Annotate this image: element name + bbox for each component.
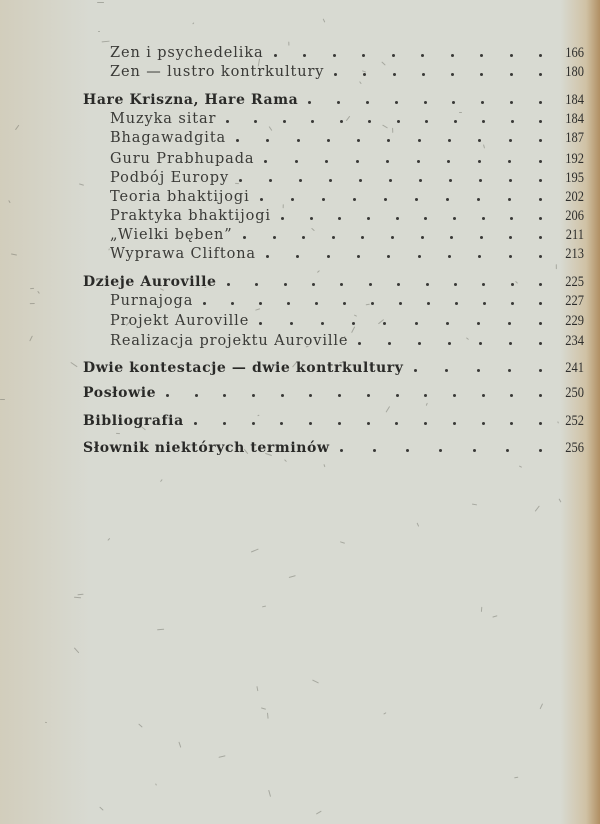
leader-dot	[363, 73, 366, 76]
leader-dot	[397, 283, 400, 286]
paper-fiber	[322, 18, 325, 22]
paper-fiber	[557, 421, 559, 423]
leader-dot	[303, 54, 306, 57]
leader-dot	[252, 422, 255, 425]
leader-dot	[439, 449, 442, 452]
paper-fiber	[289, 575, 296, 578]
leader-dot	[450, 236, 453, 239]
leader-dot	[371, 302, 374, 305]
leader-dot	[510, 54, 513, 57]
page-number: 187	[565, 130, 584, 146]
leader-dot	[480, 54, 483, 57]
paper-fiber	[219, 756, 226, 759]
leader-dot	[418, 342, 421, 345]
leader-dot	[387, 255, 390, 258]
leader-dot	[421, 236, 424, 239]
leader-dot	[539, 139, 542, 142]
paper-fiber	[30, 303, 35, 304]
leader-dot	[309, 422, 312, 425]
leader-dot	[422, 73, 425, 76]
leader-dot	[451, 73, 454, 76]
entry-title: Projekt Auroville	[110, 313, 250, 329]
leader-dot	[269, 179, 272, 182]
leader-dot	[399, 302, 402, 305]
leader-dot	[195, 394, 198, 397]
leader-dot	[166, 394, 169, 397]
leader-dot	[478, 255, 481, 258]
leader-dot	[353, 198, 356, 201]
leader-dot	[539, 179, 542, 182]
page-number: 166	[565, 45, 584, 61]
leader-dot	[477, 322, 480, 325]
paper-fiber	[107, 538, 110, 541]
leader-dot	[281, 394, 284, 397]
leader-dot	[511, 120, 514, 123]
leader-dot	[510, 217, 513, 220]
leader-dot	[448, 139, 451, 142]
paper-fiber	[535, 505, 540, 511]
toc-subsection-entry	[0, 310, 600, 332]
leader-dot	[368, 120, 371, 123]
entry-title: Wyprawa Cliftona	[110, 246, 256, 262]
leader-dot	[281, 217, 284, 220]
leader-dot	[357, 139, 360, 142]
paper-fiber	[78, 593, 84, 595]
leader-dot	[310, 217, 313, 220]
dot-leader	[194, 410, 542, 432]
leader-dot	[280, 422, 283, 425]
leader-dot	[397, 120, 400, 123]
entry-title: Bibliografia	[83, 413, 184, 429]
leader-dot	[478, 160, 481, 163]
leader-dot	[479, 179, 482, 182]
leader-dot	[473, 449, 476, 452]
leader-dot	[273, 236, 276, 239]
entry-title: „Wielki bęben”	[110, 227, 233, 243]
leader-dot	[539, 120, 542, 123]
entry-title: Dzieje Auroville	[83, 274, 217, 290]
entry-title: Praktyka bhaktijogi	[110, 208, 271, 224]
leader-dot	[539, 101, 542, 104]
page-number: 202	[565, 189, 584, 205]
leader-dot	[539, 255, 542, 258]
leader-dot	[477, 369, 480, 372]
paper-fiber	[539, 703, 543, 709]
leader-dot	[445, 369, 448, 372]
entry-title: Słownik niektórych terminów	[83, 440, 330, 456]
paper-fiber	[459, 112, 462, 113]
entry-title: Zen i psychedelika	[110, 45, 264, 61]
leader-dot	[449, 179, 452, 182]
leader-dot	[480, 236, 483, 239]
paper-fiber	[179, 742, 182, 748]
leader-dot	[539, 342, 542, 345]
dot-leader	[358, 330, 542, 352]
leader-dot	[227, 283, 230, 286]
leader-dot	[333, 54, 336, 57]
leader-dot	[361, 236, 364, 239]
leader-dot	[367, 217, 370, 220]
leader-dot	[396, 394, 399, 397]
leader-dot	[340, 449, 343, 452]
entry-title: Realizacja projektu Auroville	[110, 333, 349, 349]
page-number: 211	[565, 227, 584, 243]
leader-dot	[539, 322, 542, 325]
leader-dot	[369, 283, 372, 286]
leader-dot	[539, 302, 542, 305]
leader-dot	[414, 369, 417, 372]
leader-dot	[254, 120, 257, 123]
dot-leader	[166, 382, 542, 404]
leader-dot	[425, 120, 428, 123]
leader-dot	[415, 322, 418, 325]
leader-dot	[367, 394, 370, 397]
leader-dot	[315, 302, 318, 305]
leader-dot	[418, 139, 421, 142]
leader-dot	[510, 394, 513, 397]
dot-leader	[414, 357, 542, 379]
leader-dot	[287, 302, 290, 305]
paper-fiber	[340, 541, 345, 543]
leader-dot	[510, 73, 513, 76]
leader-dot	[539, 236, 542, 239]
page-number: 180	[565, 64, 584, 80]
entry-title: Hare Kriszna, Hare Rama	[83, 92, 299, 108]
leader-dot	[264, 160, 267, 163]
paper-fiber	[323, 464, 325, 467]
leader-dot	[424, 422, 427, 425]
leader-dot	[243, 236, 246, 239]
leader-dot	[539, 198, 542, 201]
leader-dot	[352, 322, 355, 325]
leader-dot	[297, 139, 300, 142]
paper-fiber	[558, 498, 561, 502]
leader-dot	[446, 198, 449, 201]
paper-fiber	[192, 22, 194, 24]
paper-fiber	[284, 459, 287, 462]
leader-dot	[415, 198, 418, 201]
leader-dot	[477, 198, 480, 201]
leader-dot	[239, 179, 242, 182]
leader-dot	[427, 302, 430, 305]
leader-dot	[510, 422, 513, 425]
leader-dot	[509, 139, 512, 142]
leader-dot	[511, 283, 514, 286]
toc-subsection-entry	[0, 330, 600, 352]
toc-subsection-entry	[0, 290, 600, 312]
paper-fiber	[425, 402, 427, 405]
leader-dot	[478, 139, 481, 142]
paper-fiber	[556, 265, 557, 270]
leader-dot	[226, 120, 229, 123]
paper-fiber	[514, 777, 518, 779]
paper-fiber	[316, 810, 321, 814]
page-number: 195	[565, 170, 584, 186]
paper-fiber	[262, 605, 266, 607]
leader-dot	[508, 369, 511, 372]
dot-leader	[236, 127, 542, 149]
page-number: 234	[565, 333, 584, 349]
leader-dot	[311, 120, 314, 123]
leader-dot	[395, 422, 398, 425]
leader-dot	[454, 120, 457, 123]
leader-dot	[255, 283, 258, 286]
leader-dot	[325, 160, 328, 163]
leader-dot	[386, 160, 389, 163]
leader-dot	[356, 160, 359, 163]
leader-dot	[482, 120, 485, 123]
leader-dot	[508, 198, 511, 201]
entry-title: Podbój Europy	[110, 170, 230, 186]
leader-dot	[406, 449, 409, 452]
leader-dot	[329, 179, 332, 182]
leader-dot	[509, 342, 512, 345]
leader-dot	[334, 73, 337, 76]
leader-dot	[453, 394, 456, 397]
leader-dot	[296, 255, 299, 258]
leader-dot	[194, 422, 197, 425]
leader-dot	[295, 160, 298, 163]
page-number: 192	[565, 151, 584, 167]
leader-dot	[327, 139, 330, 142]
leader-dot	[417, 160, 420, 163]
leader-dot	[327, 255, 330, 258]
leader-dot	[508, 322, 511, 325]
paper-fiber	[416, 523, 418, 527]
leader-dot	[260, 198, 263, 201]
paper-fiber	[99, 807, 103, 811]
leader-dot	[283, 120, 286, 123]
leader-dot	[455, 302, 458, 305]
leader-dot	[359, 179, 362, 182]
paper-fiber	[472, 503, 477, 505]
entry-title: Bhagawadgita	[110, 130, 227, 146]
leader-dot	[508, 160, 511, 163]
entry-title: Guru Prabhupada	[110, 151, 255, 167]
leader-dot	[452, 101, 455, 104]
paper-fiber	[267, 713, 269, 719]
paper-fiber	[98, 31, 101, 32]
leader-dot	[203, 302, 206, 305]
leader-dot	[482, 394, 485, 397]
paper-fiber	[155, 784, 157, 786]
leader-dot	[388, 342, 391, 345]
leader-dot	[479, 342, 482, 345]
leader-dot	[446, 322, 449, 325]
leader-dot	[373, 449, 376, 452]
leader-dot	[266, 255, 269, 258]
leader-dot	[448, 255, 451, 258]
leader-dot	[451, 54, 454, 57]
toc-subsection-entry	[0, 127, 600, 149]
page-number: 229	[565, 313, 584, 329]
leader-dot	[284, 283, 287, 286]
leader-dot	[481, 101, 484, 104]
paper-fiber	[481, 607, 482, 612]
leader-dot	[509, 236, 512, 239]
leader-dot	[340, 120, 343, 123]
leader-dot	[421, 54, 424, 57]
leader-dot	[395, 101, 398, 104]
paper-fiber	[97, 2, 104, 3]
leader-dot	[539, 217, 542, 220]
leader-dot	[259, 322, 262, 325]
leader-dot	[362, 54, 365, 57]
entry-title: Purnajoga	[110, 293, 194, 309]
toc-subsection-entry	[0, 243, 600, 265]
leader-dot	[483, 302, 486, 305]
entry-title: Muzyka sitar	[110, 111, 217, 127]
leader-dot	[539, 422, 542, 425]
page-number: 184	[565, 92, 584, 108]
leader-dot	[539, 54, 542, 57]
paper-fiber	[74, 597, 81, 599]
leader-dot	[274, 54, 277, 57]
leader-dot	[392, 54, 395, 57]
dot-leader	[203, 290, 542, 312]
page-number: 206	[565, 208, 584, 224]
leader-dot	[509, 179, 512, 182]
leader-dot	[259, 302, 262, 305]
leader-dot	[223, 422, 226, 425]
paper-fiber	[288, 41, 289, 45]
paper-fiber	[268, 790, 271, 797]
leader-dot	[510, 101, 513, 104]
entry-title: Posłowie	[83, 385, 157, 401]
leader-dot	[299, 179, 302, 182]
toc-chapter-entry	[0, 357, 600, 379]
leader-dot	[338, 217, 341, 220]
leader-dot	[539, 449, 542, 452]
leader-dot	[482, 283, 485, 286]
leader-dot	[424, 101, 427, 104]
paper-fiber	[256, 686, 258, 691]
leader-dot	[539, 160, 542, 163]
leader-dot	[266, 139, 269, 142]
leader-dot	[506, 449, 509, 452]
page-number: 213	[565, 246, 584, 262]
paper-fiber	[383, 712, 386, 715]
page-number: 227	[565, 293, 584, 309]
paper-fiber	[261, 708, 266, 710]
paper-fiber	[392, 127, 393, 132]
toc-chapter-entry	[0, 410, 600, 432]
leader-dot	[387, 139, 390, 142]
toc-chapter-entry	[0, 437, 600, 459]
page-number: 225	[565, 274, 584, 290]
leader-dot	[308, 101, 311, 104]
leader-dot	[391, 236, 394, 239]
paper-fiber	[492, 615, 497, 617]
leader-dot	[338, 422, 341, 425]
leader-dot	[231, 302, 234, 305]
paper-fiber	[139, 723, 143, 727]
dot-leader	[340, 437, 542, 459]
paper-fiber	[519, 466, 522, 468]
leader-dot	[302, 236, 305, 239]
leader-dot	[337, 101, 340, 104]
leader-dot	[366, 101, 369, 104]
leader-dot	[424, 394, 427, 397]
leader-dot	[448, 342, 451, 345]
leader-dot	[539, 73, 542, 76]
page-number: 184	[565, 111, 584, 127]
leader-dot	[539, 369, 542, 372]
page-number: 250	[565, 385, 584, 401]
paper-fiber	[160, 479, 162, 482]
leader-dot	[223, 394, 226, 397]
paper-fiber	[45, 722, 48, 724]
leader-dot	[383, 322, 386, 325]
leader-dot	[454, 283, 457, 286]
leader-dot	[322, 198, 325, 201]
leader-dot	[480, 73, 483, 76]
leader-dot	[290, 322, 293, 325]
leader-dot	[447, 160, 450, 163]
leader-dot	[236, 139, 239, 142]
leader-dot	[424, 217, 427, 220]
entry-title: Teoria bhaktijogi	[110, 189, 250, 205]
paper-fiber	[340, 362, 343, 363]
leader-dot	[539, 394, 542, 397]
leader-dot	[509, 255, 512, 258]
leader-dot	[321, 322, 324, 325]
leader-dot	[453, 217, 456, 220]
leader-dot	[511, 302, 514, 305]
page-number: 241	[565, 360, 584, 376]
leader-dot	[358, 342, 361, 345]
paper-fiber	[157, 628, 164, 630]
leader-dot	[384, 198, 387, 201]
paper-fiber	[73, 648, 79, 654]
paper-fiber	[312, 680, 319, 684]
leader-dot	[343, 302, 346, 305]
leader-dot	[332, 236, 335, 239]
leader-dot	[396, 217, 399, 220]
leader-dot	[482, 217, 485, 220]
page-number: 256	[565, 440, 584, 456]
leader-dot	[418, 255, 421, 258]
leader-dot	[312, 283, 315, 286]
dot-leader	[266, 243, 542, 265]
leader-dot	[340, 283, 343, 286]
leader-dot	[252, 394, 255, 397]
leader-dot	[419, 179, 422, 182]
leader-dot	[389, 179, 392, 182]
toc-subsection-entry	[0, 61, 600, 83]
paper-fiber	[251, 548, 259, 552]
leader-dot	[539, 283, 542, 286]
entry-title: Dwie kontestacje — dwie kontrkultury	[83, 360, 404, 376]
leader-dot	[357, 255, 360, 258]
entry-title: Zen — lustro kontrkultury	[110, 64, 325, 80]
page-number: 252	[565, 413, 584, 429]
dot-leader	[259, 310, 542, 332]
leader-dot	[338, 394, 341, 397]
leader-dot	[367, 422, 370, 425]
leader-dot	[309, 394, 312, 397]
leader-dot	[426, 283, 429, 286]
leader-dot	[453, 422, 456, 425]
leader-dot	[482, 422, 485, 425]
leader-dot	[393, 73, 396, 76]
paper-fiber	[116, 433, 120, 434]
leader-dot	[291, 198, 294, 201]
toc-chapter-entry	[0, 382, 600, 404]
